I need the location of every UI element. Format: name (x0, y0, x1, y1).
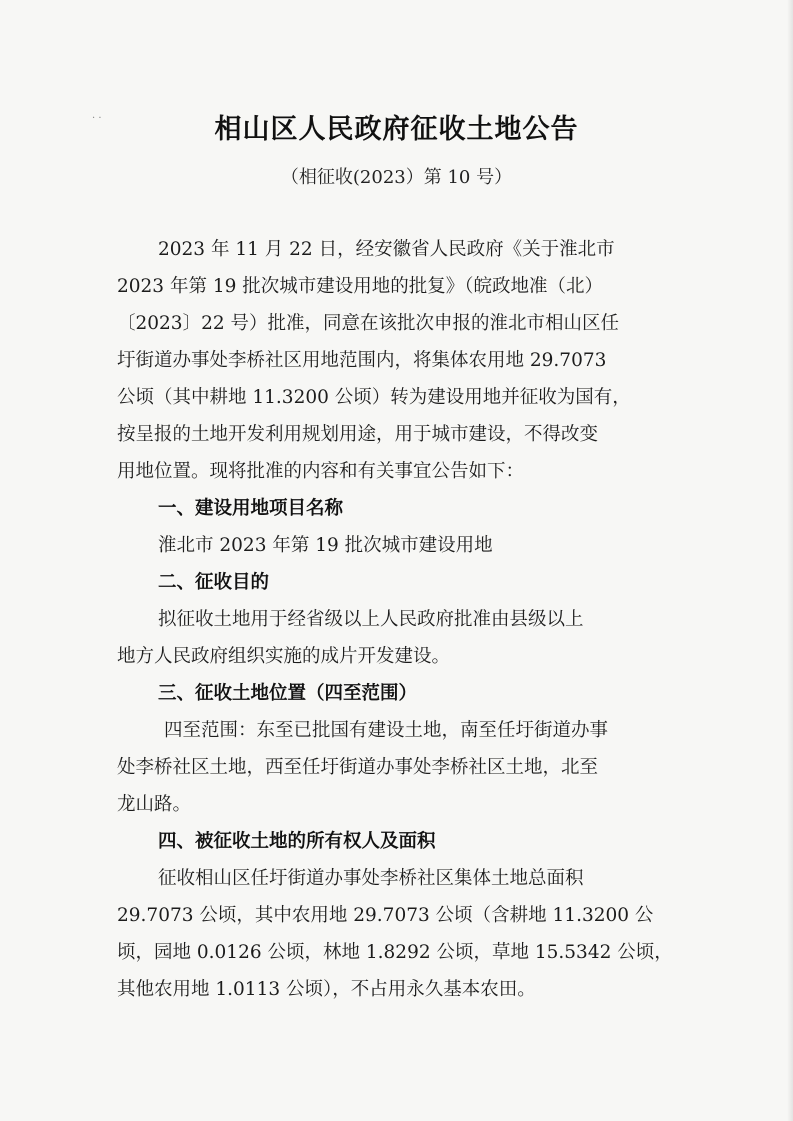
section-text: 征收相山区任圩街道办事处李桥社区集体土地总面积 (158, 868, 584, 889)
paragraph-line: 2023 年第 19 批次城市建设用地的批复》（皖政地准（北） (117, 276, 604, 297)
section-heading: 四、被征收土地的所有权人及面积 (158, 831, 436, 852)
section-text: 拟征收土地用于经省级以上人民政府批准由县级以上 (158, 609, 584, 630)
paragraph-line: 按呈报的土地开发利用规划用途，用于城市建设，不得改变 (117, 424, 599, 445)
section-text: 龙山路。 (117, 794, 192, 815)
section-text: 顷，园地 0.0126 公顷，林地 1.8292 公顷，草地 15.5342 公顷， (117, 942, 673, 963)
document-body (117, 231, 687, 1008)
paragraph-line: 〔2023〕22 号）批准，同意在该批次申报的淮北市相山区任 (117, 313, 620, 334)
document-title: 相山区人民政府征收土地公告 (214, 114, 579, 145)
section-text: 地方人民政府组织实施的成片开发建设。 (117, 646, 451, 667)
scan-mark: · · (92, 113, 102, 124)
section-heading: 一、建设用地项目名称 (158, 498, 344, 519)
paragraph-line: 圩街道办事处李桥社区用地范围内，将集体农用地 29.7073 (117, 350, 607, 371)
paragraph-line: 用地位置。现将批准的内容和有关事宜公告如下： (117, 461, 525, 482)
document-number: （相征收(2023）第 10 号） (280, 167, 513, 188)
section-text: 29.7073 公顷，其中农用地 29.7073 公顷（含耕地 11.3200 公 (117, 905, 654, 926)
section-heading: 三、征收土地位置（四至范围） (158, 683, 418, 704)
page-edge-shadow (787, 0, 793, 1121)
section-text: 其他农用地 1.0113 公顷），不占用永久基本农田。 (117, 979, 536, 1000)
section-text: 淮北市 2023 年第 19 批次城市建设用地 (158, 535, 493, 556)
section-text: 处李桥社区土地，西至任圩街道办事处李桥社区土地，北至 (117, 757, 599, 778)
section-heading: 二、征收目的 (158, 572, 270, 593)
paragraph-line: 公顷（其中耕地 11.3200 公顷）转为建设用地并征收为国有， (117, 387, 631, 408)
paragraph-line: 2023 年 11 月 22 日，经安徽省人民政府《关于淮北市 (158, 239, 615, 260)
section-text: 四至范围：东至已批国有建设土地，南至任圩街道办事 (164, 720, 609, 741)
